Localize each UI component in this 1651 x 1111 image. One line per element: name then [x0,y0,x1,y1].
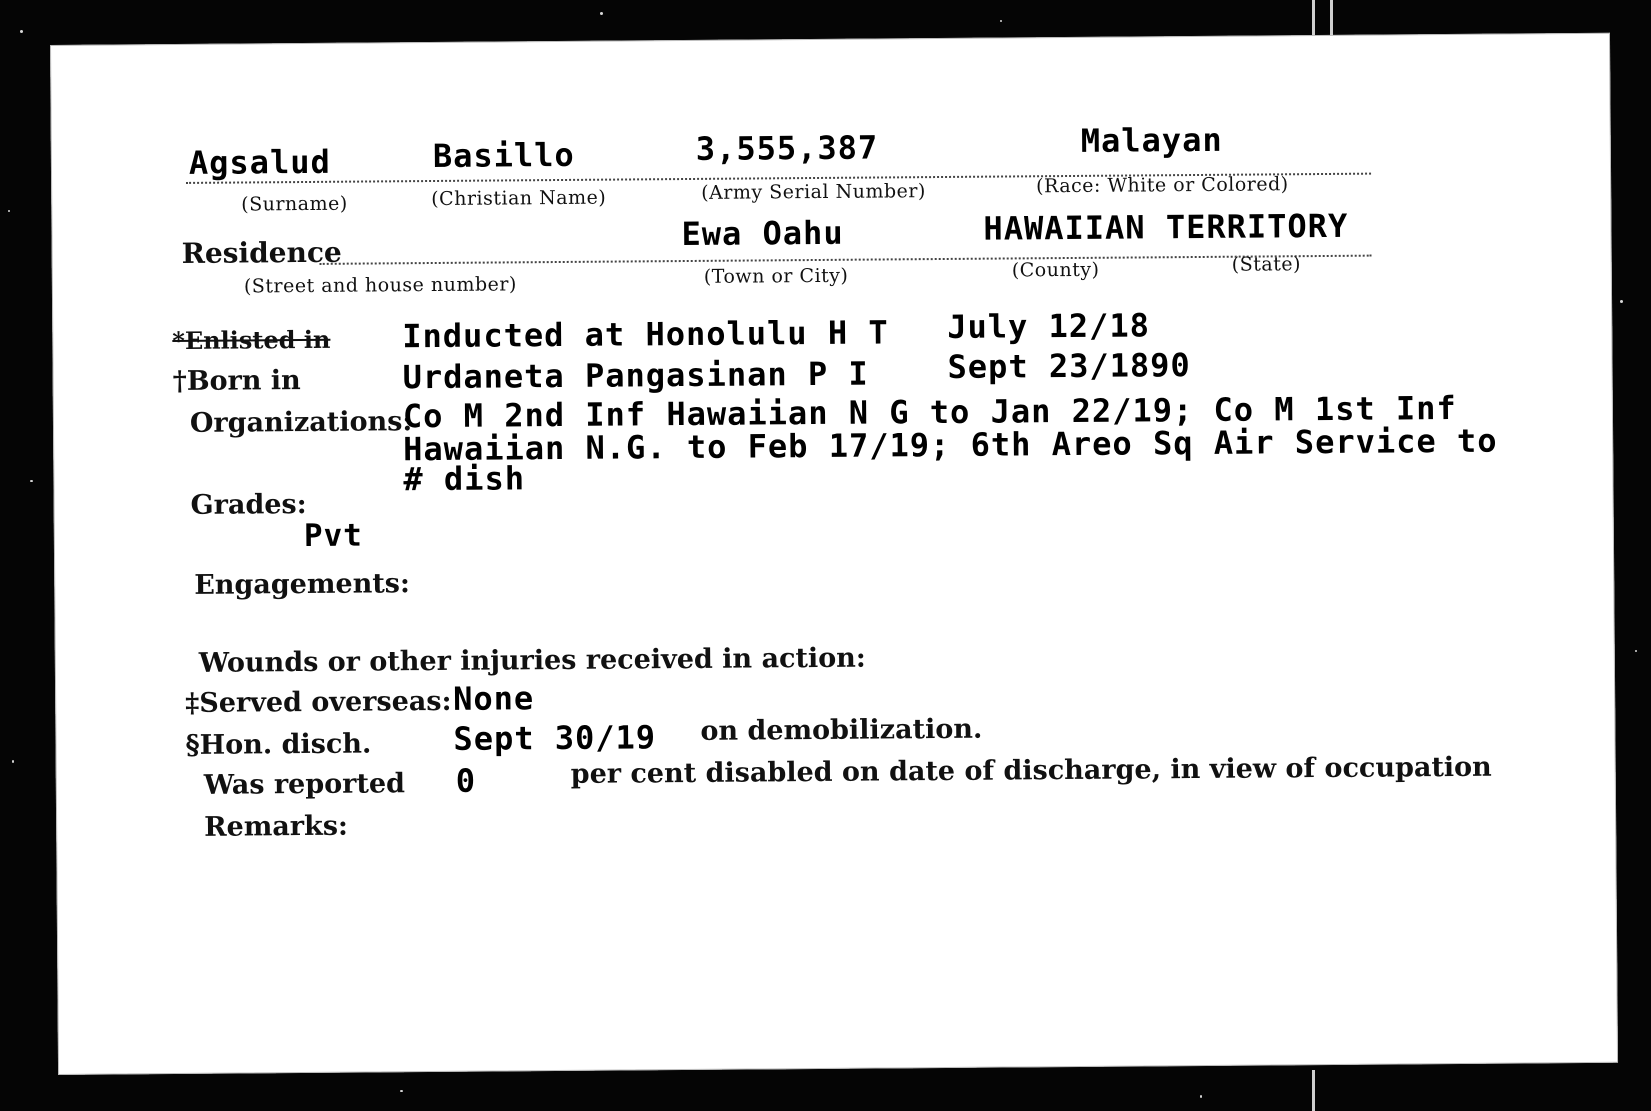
discharge-reason: on demobilization. [700,713,983,747]
percent-value: 0 [455,761,477,800]
surname-value: Agsalud [188,142,331,182]
state-caption: (State) [1231,253,1302,276]
state-value: HAWAIIAN TERRITORY [983,206,1349,248]
enlisted-value: Inducted at Honolulu H T [402,313,889,356]
county-caption: (County) [1011,258,1100,282]
residence-line [320,255,1372,265]
scan-speck [8,210,10,212]
scan-edge-line [1312,1070,1315,1111]
discharge-label: §Hon. disch. [185,728,372,761]
scan-speck [400,1090,403,1092]
scan-speck [1200,1095,1202,1098]
percent-text: per cent disabled on date of discharge, in view of occupation [570,751,1492,790]
organizations-line-3: # dish [403,459,526,499]
street-caption: (Street and house number) [243,273,517,298]
scan-speck [30,480,33,482]
born-place: Urdaneta Pangasinan P I [402,354,869,397]
enlisted-label: *Enlisted in [172,324,331,356]
overseas-value: None [452,679,535,718]
scan-speck [600,12,603,15]
town-caption: (Town or City) [703,264,849,288]
christian-name-value: Basillo [432,135,575,175]
organizations-line-2: Hawaiian N.G. to Feb 17/19; 6th Areo Sq Air Service to [403,421,1498,469]
race-caption: (Race: White or Colored) [1036,173,1289,198]
serial-number-caption: (Army Serial Number) [701,180,926,204]
serial-number-value: 3,555,387 [695,128,879,168]
residence-label: Residence [181,235,342,270]
town-value: Ewa Oahu [681,213,844,254]
christian-name-caption: (Christian Name) [431,186,607,211]
born-date: Sept 23/1890 [947,346,1191,386]
surname-caption: (Surname) [241,192,348,216]
engagements-label: Engagements: [194,568,411,601]
scan-speck [1000,20,1002,22]
overseas-label: ‡Served overseas: [185,685,452,719]
enlisted-date: July 12/18 [947,306,1151,346]
grade-value: Pvt [303,517,364,555]
race-value: Malayan [1080,120,1223,160]
organizations-label: Organizations: [189,406,413,439]
scan-speck [1635,650,1637,652]
scan-speck [12,760,14,763]
wounds-label: Wounds or other injuries received in action: [198,642,866,679]
grades-label: Grades: [190,488,307,521]
discharge-date: Sept 30/19 [453,718,657,758]
record-card [50,33,1618,1075]
born-label: †Born in [172,365,301,398]
remarks-label: Remarks: [204,810,349,843]
organizations-line-1: Co M 2nd Inf Hawaiian N G to Jan 22/19; Co M 1st Inf [402,388,1457,436]
scan-speck [1620,300,1623,303]
scan-speck [20,30,23,33]
reported-label: Was reported [203,768,406,801]
